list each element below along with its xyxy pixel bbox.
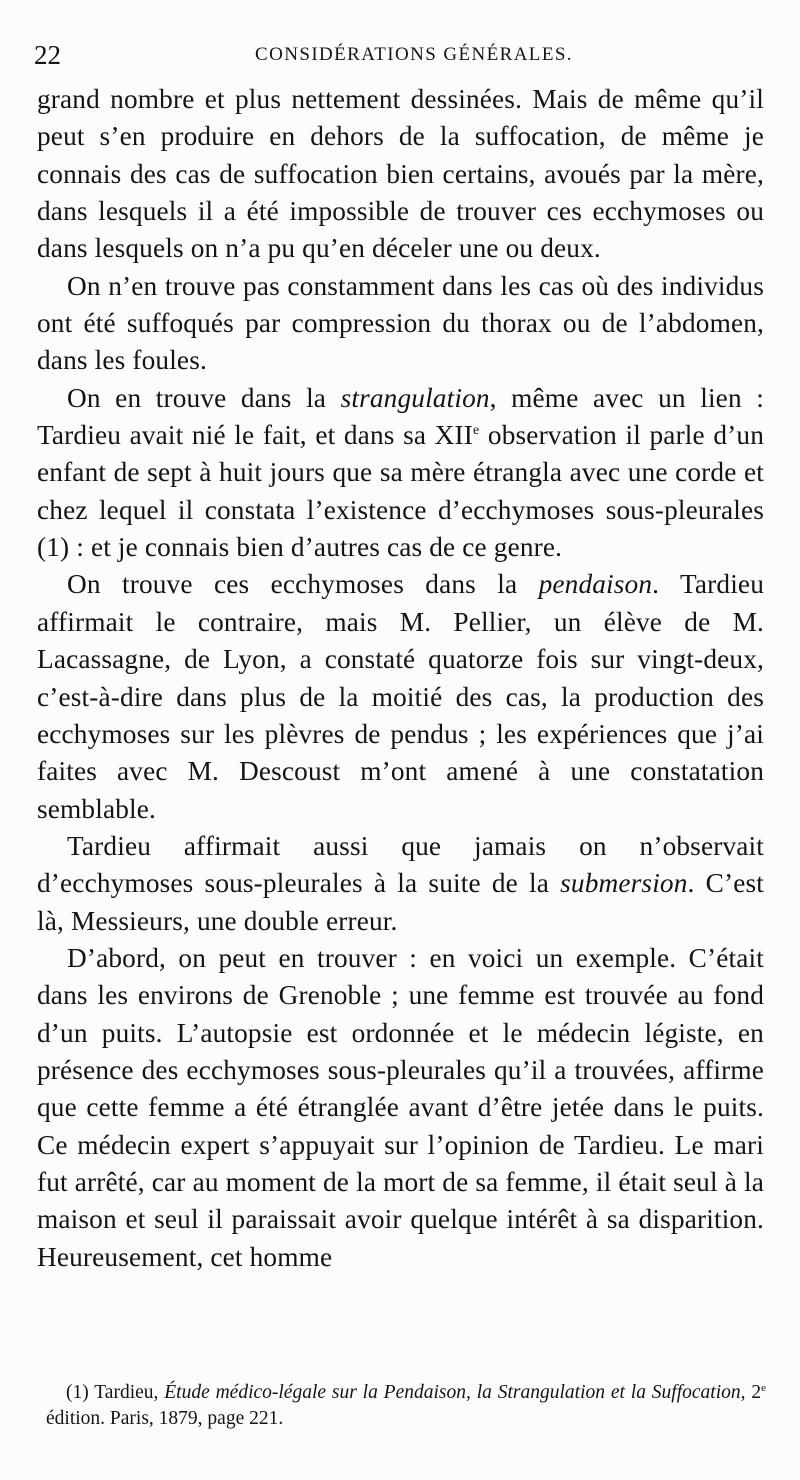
paragraph-3-superscript: e [473,423,480,439]
paragraph-3-text-c: observation il parle d’un enfant de sept à huit jours que sa mère étrangla avec une corde et chez lequel il constata l’existence d’ecchymoses sous-pleurales (1) : et je connais bien d’autres cas de ce genre. [37,420,764,563]
paragraph-4-text-a: On trouve ces ecchymoses dans la [67,569,539,600]
paragraph-3-text-b: , même avec un lien : Tardieu avait nié le fait, et dans sa XII [37,382,764,451]
running-title: CONSIDÉRATIONS GÉNÉRALES. [255,44,573,65]
footnote-author: Tardieu, [88,1382,165,1403]
footnote-edition-a: , 2 [740,1382,762,1403]
footnote-edition-b: édition. Paris, 1879, page 221. [46,1408,284,1429]
footnote [46,1380,766,1432]
body-text [37,81,764,1276]
footnote-marker: (1) [66,1382,89,1403]
paragraph-5-text-b: . C’est là, Messieurs, une double erreur. [37,868,764,936]
paragraph-6: D’abord, on peut en trouver : en voici un exemple. C’était dans les environs de Grenoble ; une femme est trouvée au fond d’un puits. L’autopsie est ordonnée et le médecin légiste, en présence des ecchymoses sous-pleurales qu’il a trouvées, affirme que cette femme a été étranglée avant d’être jetée dans le puits. Ce médecin expert s’appuyait sur l’opinion de Tardieu. Le mari fut arrêté, car au moment de la mort de sa femme, il était seul à la maison et seul il paraissait avoir quelque intérêt à sa disparition. Heureusement, cet homme [37,942,764,1272]
paragraph-3-italic-strangulation: strangulation [340,382,490,413]
paragraph-3 [37,380,764,567]
paragraph-5 [37,828,764,940]
paragraph-4-text-b: . Tardieu affirmait le contraire, mais M. Pellier, un élève de M. Lacassagne, de Lyon, a constaté quatorze fois sur vingt-deux, c’est-à-dire dans plus de la moitié des cas, la production des ecchymoses sur les plèvres de pendus ; les expériences que j’ai faites avec M. Descoust m’ont amené à une constatation semblable. [37,569,764,824]
page-number: 22 [34,40,61,70]
paragraph-4-italic-pendaison: pendaison [538,569,653,600]
paragraph-1: grand nombre et plus nettement dessinées. Mais de même qu’il peut s’en produire en dehors de la suffocation, de même je connais des cas de suffocation bien certains, avoués par la mère, dans lesquels il a été impossible de trouver ces ecchymoses ou dans lesquels on n’a pu qu’en déceler une ou deux. [37,84,764,264]
paragraph-3-text-a: On en trouve dans la [67,382,341,413]
running-head [34,38,764,72]
footnote-text [46,1380,766,1432]
footnote-edition-superscript: e [761,1382,766,1394]
paragraph-4 [37,566,764,827]
paragraph-2: On n’en trouve pas constamment dans les cas où des individus ont été suffoqués par compression du thorax ou de l’abdomen, dans les foules. [37,270,764,376]
paragraph-5-italic-submersion: submersion [560,868,688,899]
footnote-title: Étude médico-légale sur la Pendaison, la Strangulation et la Suffocation [164,1382,741,1403]
paragraph-5-text-a: Tardieu affirmait aussi que jamais on n’observait d’ecchymoses sous-pleurales à la suite de la [37,830,764,899]
